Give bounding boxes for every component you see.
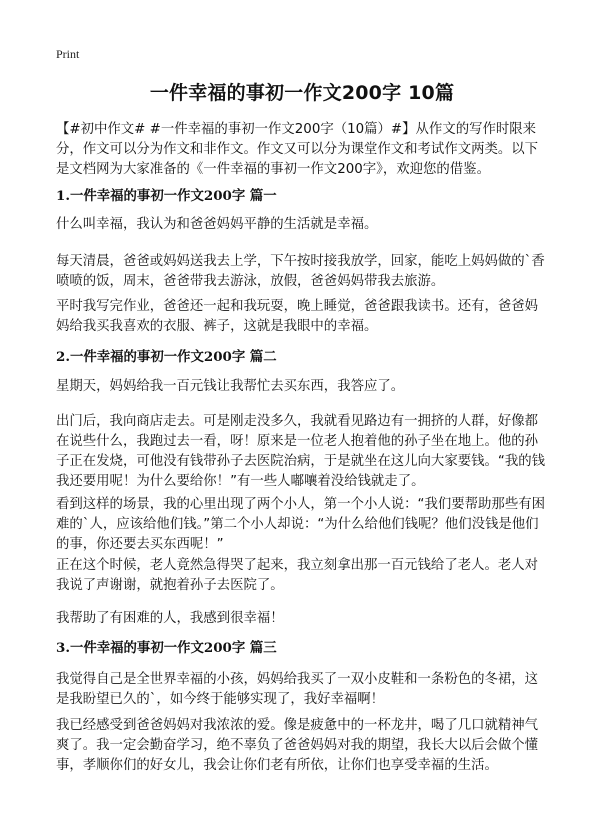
paragraph: 星期天，妈妈给我一百元钱让我帮忙去买东西，我答应了。	[56, 379, 405, 394]
paragraph: 平时我写完作业，爸爸还一起和我玩耍，晚上睡觉，爸爸跟我读书。还有，爸爸妈妈给我买我喜欢的衣服、裤子，这就是我眼中的幸福。	[56, 299, 539, 334]
paragraph: 出门后，我向商店走去。可是刚走没多久，我就看见路边有一拥挤的人群，好像都在说些什么，我跑过去一看，呀！原来是一位老人抱着他的孙子坐在地上。他的孙子正在发烧，可他没有钱带孙子去医院治病，于是就坐在这儿向大家要钱。“我的钱我还要用呢！为什么要给你！”有一些人嘟嚷着没给钱就走了。	[56, 414, 545, 489]
paragraph: 每天清晨，爸爸或妈妈送我去上学，下午按时接我放学，回家，能吃上妈妈做的`香喷喷的饭，周末，爸爸带我去游泳，放假，爸爸妈妈带我去旅游。	[56, 254, 545, 289]
paragraph: 我觉得自己是全世界幸福的小孩，妈妈给我买了一双小皮鞋和一条粉色的冬裙，这是我盼望已久的`，如今终于能够实现了，我好幸福啊！	[56, 672, 539, 707]
section-heading-3: 3.一件幸福的事初一作文200字 篇三	[56, 640, 277, 656]
intro-paragraph: 【#初中作文# #一件幸福的事初一作文200字（10篇）#】从作文的写作时限来分，作文可以分为作文和非作文。作文又可以分为课堂作文和考试作文两类。以下是文档网为大家准备的《一件幸福的事初一作文200字》，欢迎您的借鉴。	[56, 122, 539, 177]
page-title: 一件幸福的事初一作文200字 10篇	[149, 82, 455, 104]
print-link[interactable]: Print	[56, 47, 80, 61]
section-heading-2: 2.一件幸福的事初一作文200字 篇二	[56, 349, 277, 365]
section-heading-1: 1.一件幸福的事初一作文200字 篇一	[56, 188, 277, 204]
paragraph: 看到这样的场景，我的心里出现了两个小人，第一个小人说：“我们要帮助那些有困难的`人，应该给他们钱。”第二个小人却说：“为什么给他们钱呢？他们没钱是他们的事，你还要去买东西呢！”	[56, 497, 545, 552]
paragraph: 什么叫幸福，我认为和爸爸妈妈平静的生活就是幸福。	[56, 217, 378, 232]
paragraph: 我已经感受到爸爸妈妈对我浓浓的爱。像是疲惫中的一杯龙井，喝了几口就精神气爽了。我一定会勤奋学习，绝不辜负了爸爸妈妈对我的期望，我长大以后会做个懂事，孝顺你们的好女儿，我会让你们老有所依，让你们也享受幸福的生活。	[56, 718, 539, 773]
paragraph: 正在这个时候，老人竟然急得哭了起来，我立刻拿出那一百元钱给了老人。老人对我说了声谢谢，就抱着孙子去医院了。	[56, 558, 539, 593]
paragraph: 我帮助了有困难的人，我感到很幸福！	[56, 611, 284, 626]
